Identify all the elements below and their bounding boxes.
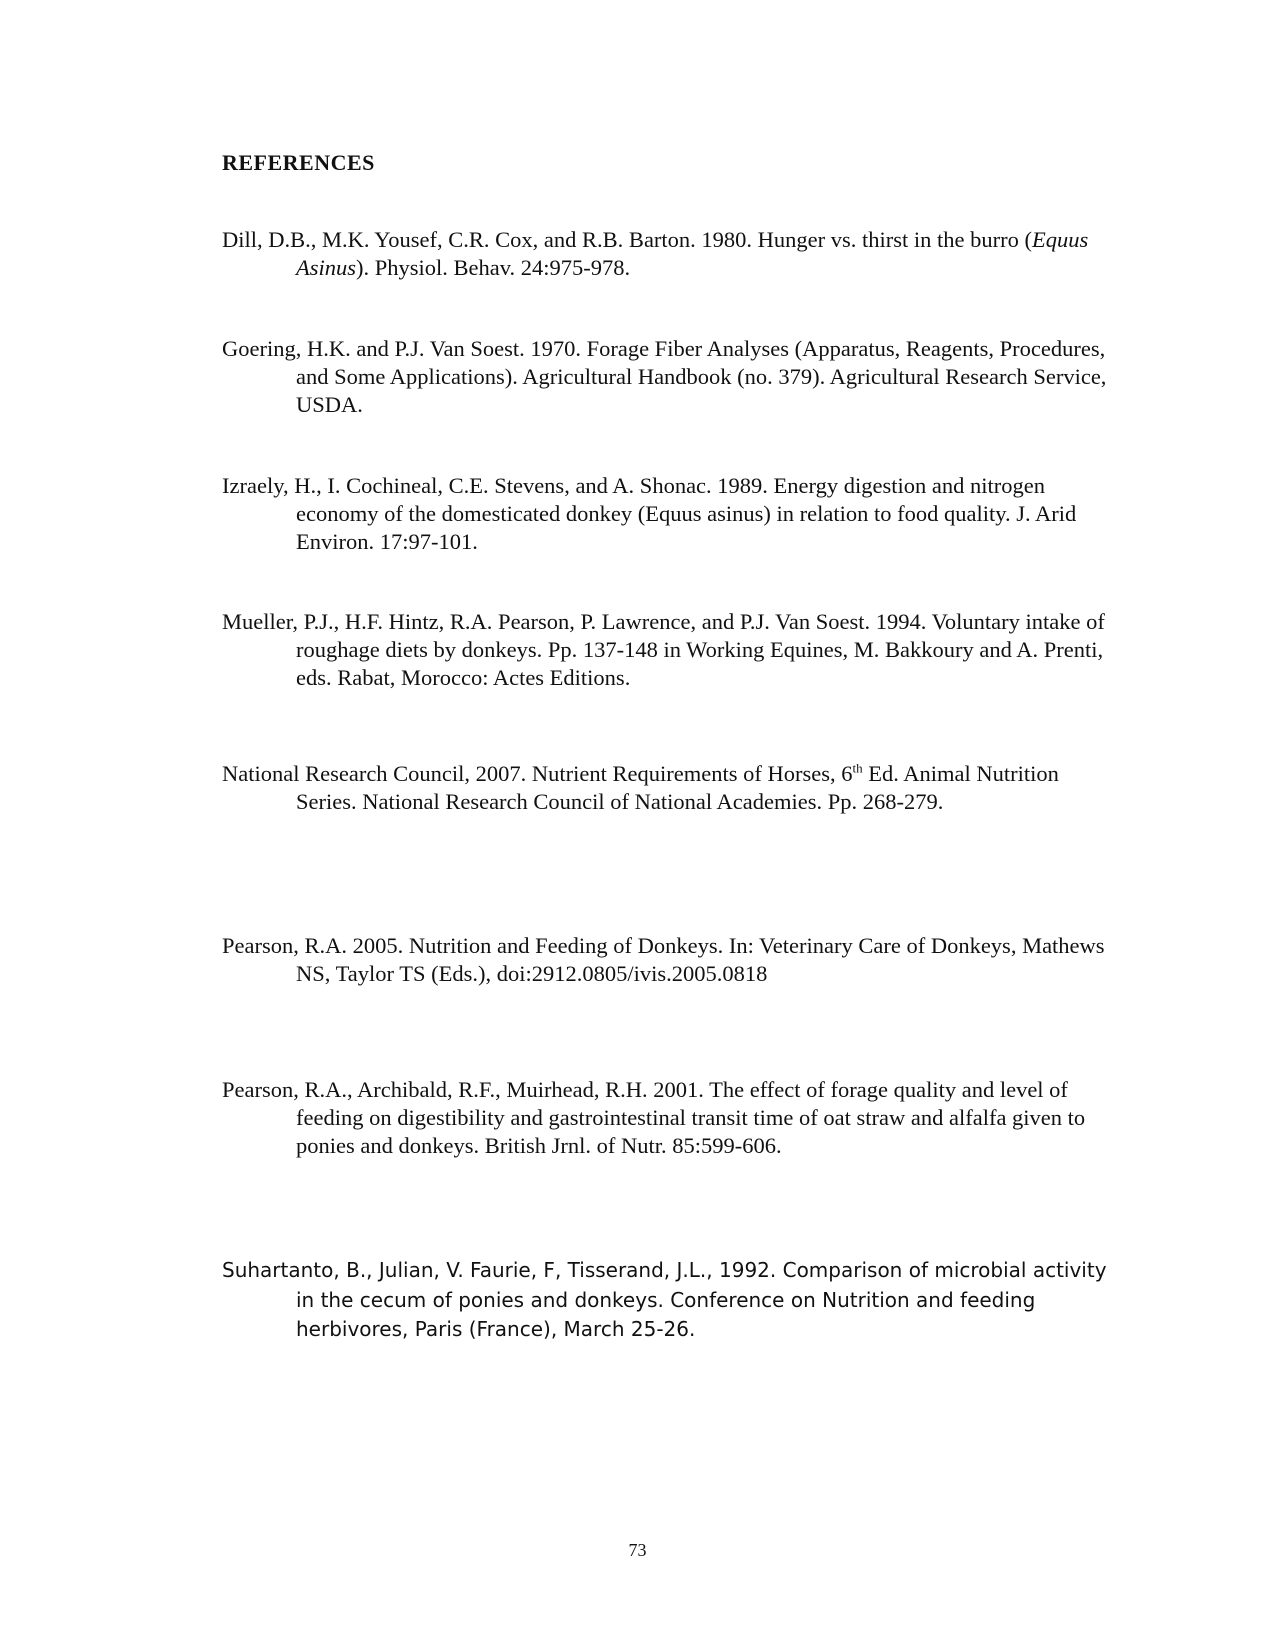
reference-italic-text: Equus Asinus [296, 227, 1089, 280]
reference-entry: Suhartanto, B., Julian, V. Faurie, F, Tisserand, J.L., 1992. Comparison of microbial activity in the cecum of ponies and donkeys. Conference on Nutrition and feeding herbivores, Paris (France), March 25-26. [222, 1258, 1107, 1341]
reference-text: Dill, D.B., M.K. Yousef, C.R. Cox, and R.B. Barton. 1980. Hunger vs. thirst in the burro ( [222, 227, 1032, 252]
section-heading: REFERENCES [222, 150, 375, 175]
reference-text: National Research Council, 2007. Nutrient Requirements of Horses, 6 [222, 761, 853, 786]
reference-entry [222, 760, 1122, 816]
reference-entry: Goering, H.K. and P.J. Van Soest. 1970. Forage Fiber Analyses (Apparatus, Reagents, Procedures, and Some Applications). Agricultural Handbook (no. 379). Agricultural Research Service, USDA. [222, 336, 1107, 417]
reference-text: ). Physiol. Behav. 24:975-978. [356, 255, 631, 280]
reference-entry: Mueller, P.J., H.F. Hintz, R.A. Pearson, P. Lawrence, and P.J. Van Soest. 1994. Voluntary intake of roughage diets by donkeys. Pp. 137-148 in Working Equines, M. Bakkoury and A. Prenti, eds. Rabat, Morocco: Actes Editions. [222, 609, 1105, 690]
page-number: 73 [628, 1540, 647, 1560]
reference-superscript: th [852, 760, 863, 776]
reference-entry [222, 226, 1122, 282]
reference-entry: Pearson, R.A. 2005. Nutrition and Feeding of Donkeys. In: Veterinary Care of Donkeys, Mathews NS, Taylor TS (Eds.), doi:2912.0805/ivis.2005.0818 [222, 933, 1105, 986]
reference-entry: Izraely, H., I. Cochineal, C.E. Stevens, and A. Shonac. 1989. Energy digestion and nitrogen economy of the domesticated donkey (Equus asinus) in relation to food quality. J. Arid Environ. 17:97-101. [222, 473, 1077, 554]
reference-text: Ed. Animal Nutrition Series. National Research Council of National Academies. Pp. 268-279. [296, 761, 1059, 814]
reference-entry: Pearson, R.A., Archibald, R.F., Muirhead, R.H. 2001. The effect of forage quality and level of feeding on digestibility and gastrointestinal transit time of oat straw and alfalfa given to ponies and donkeys. British Jrnl. of Nutr. 85:599-606. [222, 1077, 1086, 1158]
